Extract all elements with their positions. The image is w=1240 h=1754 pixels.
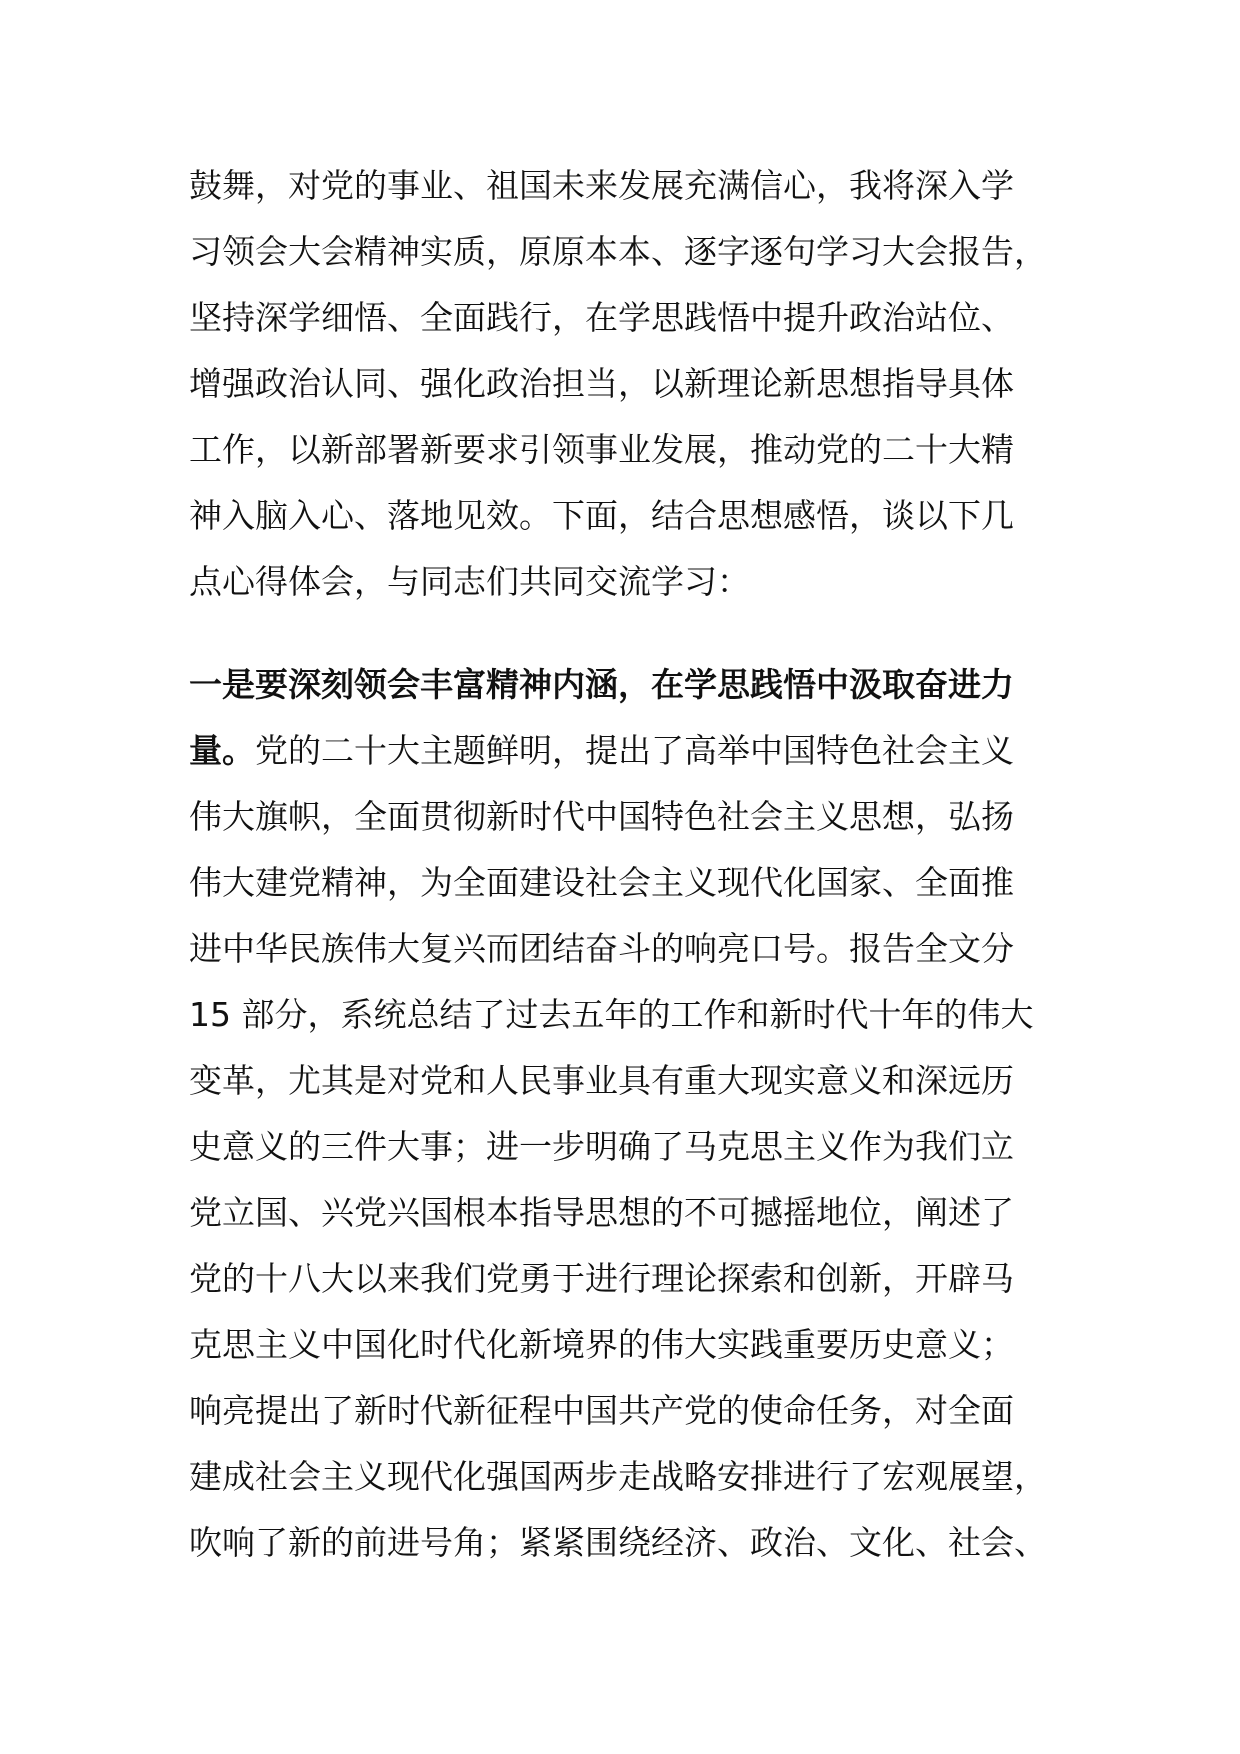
paragraph-line: 伟大建党精神，为全面建设社会主义现代化国家、全面推: [189, 863, 1014, 902]
paragraph-line: 点心得体会，与同志们共同交流学习：: [189, 562, 750, 601]
paragraph-line: 坚持深学细悟、全面践行，在学思践悟中提升政治站位、: [189, 298, 1014, 337]
paragraph-line: 变革，尤其是对党和人民事业具有重大现实意义和深远历: [189, 1061, 1014, 1100]
paragraph-line: 史意义的三件大事；进一步明确了马克思主义作为我们立: [189, 1127, 1014, 1166]
paragraph-line: 进中华民族伟大复兴而团结奋斗的响亮口号。报告全文分: [189, 929, 1014, 968]
paragraph-line: 建成社会主义现代化强国两步走战略安排进行了宏观展望，: [189, 1457, 1047, 1496]
paragraph-line-text: 党的二十大主题鲜明，提出了高举中国特色社会主义: [255, 731, 1014, 770]
paragraph-line: 鼓舞，对党的事业、祖国未来发展充满信心，我将深入学: [189, 166, 1014, 205]
paragraph-line: 党立国、兴党兴国根本指导思想的不可撼摇地位，阐述了: [189, 1193, 1014, 1232]
paragraph-line: 克思主义中国化时代化新境界的伟大实践重要历史意义；: [189, 1325, 1014, 1364]
paragraph-line: 习领会大会精神实质，原原本本、逐字逐句学习大会报告，: [189, 232, 1047, 271]
paragraph-line: 吹响了新的前进号角；紧紧围绕经济、政治、文化、社会、: [189, 1523, 1047, 1562]
paragraph-line: 神入脑入心、落地见效。下面，结合思想感悟，谈以下几: [189, 496, 1014, 535]
paragraph-line: 响亮提出了新时代新征程中国共产党的使命任务，对全面: [189, 1391, 1014, 1430]
paragraph-line: 15 部分，系统总结了过去五年的工作和新时代十年的伟大: [189, 995, 1034, 1034]
paragraph-line: 增强政治认同、强化政治担当，以新理论新思想指导具体: [189, 364, 1014, 403]
point-one-heading-end: 量。: [189, 731, 255, 770]
paragraph-line: 工作，以新部署新要求引领事业发展，推动党的二十大精: [189, 430, 1014, 469]
paragraph-line: [189, 718, 1069, 784]
paragraph-line: 党的十八大以来我们党勇于进行理论探索和创新，开辟马: [189, 1259, 1014, 1298]
point-one-heading: 一是要深刻领会丰富精神内涵，在学思践悟中汲取奋进力: [189, 665, 1014, 704]
intro-paragraph: [189, 153, 1069, 615]
paragraph-line: 伟大旗帜，全面贯彻新时代中国特色社会主义思想，弘扬: [189, 797, 1014, 836]
point-one-paragraph: [189, 652, 1069, 1576]
